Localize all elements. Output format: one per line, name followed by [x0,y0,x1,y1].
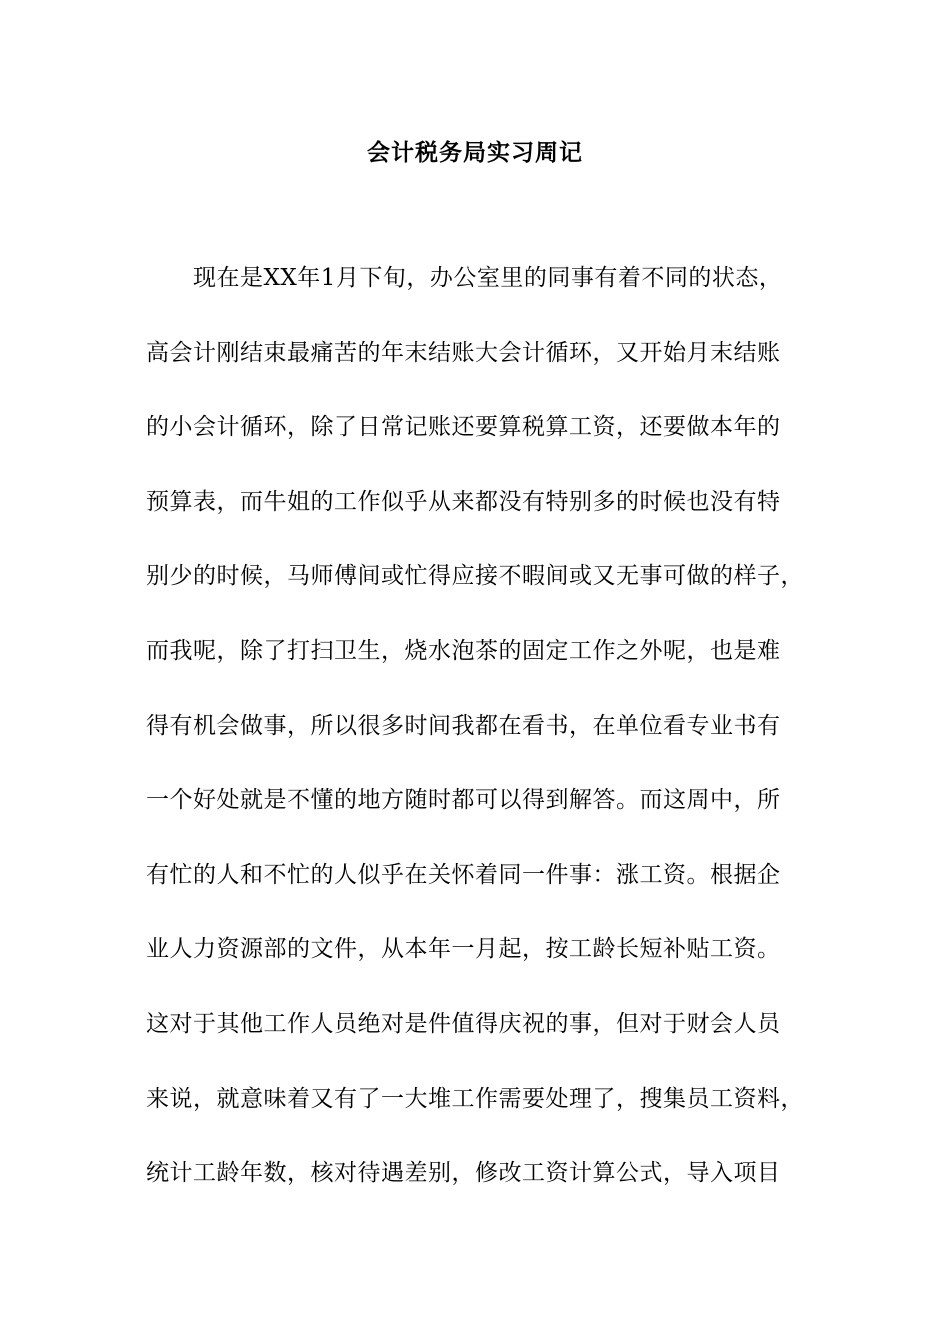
paragraph-line: 来说，就意味着又有了一大堆工作需要处理了，搜集员工资料， [146,1085,804,1112]
paragraph-line: 一个好处就是不懂的地方随时都可以得到解答。而这周中，所 [146,787,781,814]
paragraph-line: 业人力资源部的文件，从本年一月起，按工龄长短补贴工资。 [146,936,781,963]
document-body [146,258,836,1228]
paragraph-line: 有忙的人和不忙的人似乎在关怀着同一件事：涨工资。根据企 [146,861,781,888]
paragraph-line: 高会计刚结束最痛苦的年末结账大会计循环，又开始月末结账 [146,339,781,366]
paragraph-line: 这对于其他工作人员绝对是件值得庆祝的事，但对于财会人员 [146,1010,781,1037]
paragraph-line: 的小会计循环，除了日常记账还要算税算工资，还要做本年的 [146,414,781,441]
paragraph-line: 统计工龄年数，核对待遇差别，修改工资计算公式，导入项目 [146,1160,781,1187]
document-title: 会计税务局实习周记 [367,139,583,166]
paragraph-line: 而我呢，除了打扫卫生，烧水泡茶的固定工作之外呢，也是难 [146,637,781,664]
paragraph-line: 现在是XX年1月下旬，办公室里的同事有着不同的状态， [193,265,783,291]
paragraph-line: 预算表，而牛姐的工作似乎从来都没有特别多的时候也没有特 [146,488,781,515]
paragraph-line: 别少的时候，马师傅间或忙得应接不暇间或又无事可做的样子， [146,563,804,590]
paragraph-line: 得有机会做事，所以很多时间我都在看书，在单位看专业书有 [146,712,781,739]
